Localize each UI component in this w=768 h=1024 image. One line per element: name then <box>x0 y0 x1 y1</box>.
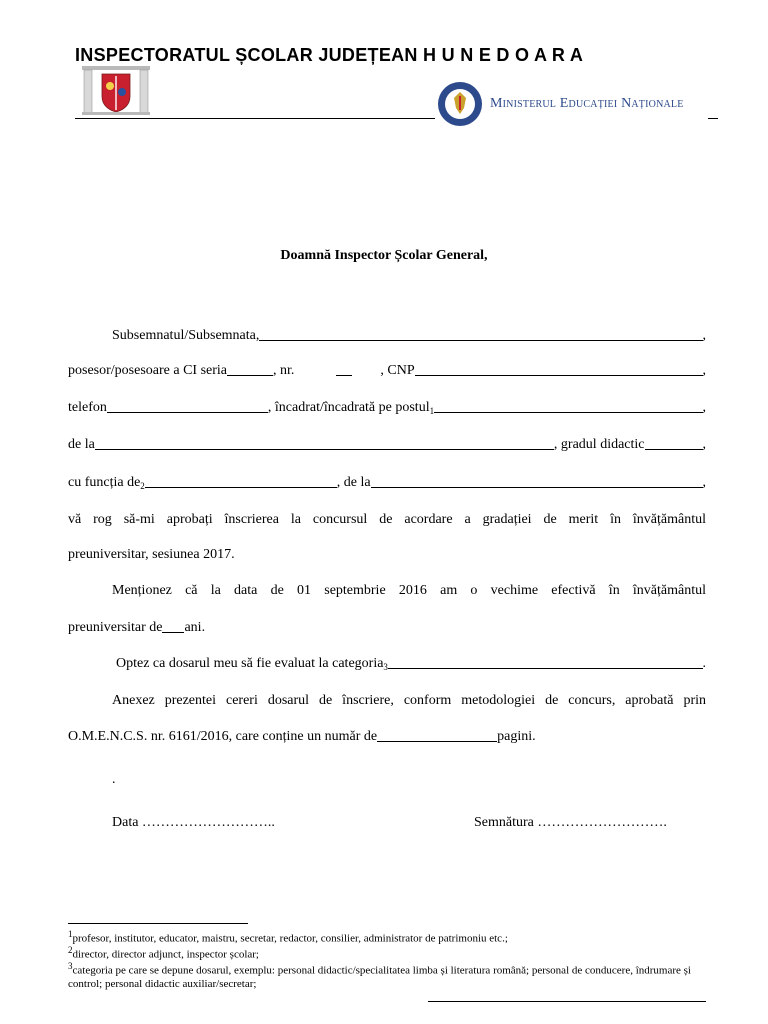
name-label: Subsemnatul/Subsemnata, <box>112 328 260 343</box>
signature-field[interactable]: Semnătura ………………………. <box>474 815 667 830</box>
government-seal-icon <box>436 80 484 128</box>
function-school-field[interactable] <box>371 486 703 488</box>
inspectorate-title: INSPECTORATUL ȘCOLAR JUDEȚEAN H U N E D O A R A <box>75 45 584 65</box>
id-series-field[interactable] <box>227 374 273 376</box>
footnote-3: $^3$categoria pe care se depune dosarul, exemplu: personal didactic/specialitatea limba și literatura română; personal de conducere, îndrumare și control; personal didactic auxiliar/secretar; <box>68 961 691 990</box>
ministry-name: Ministerul Educației Naționale <box>490 96 684 111</box>
function-field[interactable] <box>145 486 337 488</box>
degree-field[interactable] <box>645 448 703 450</box>
id-series-label: posesor/posesoare a CI seria <box>68 363 228 378</box>
request-paragraph: vă rog să-mi aprobați înscrierea la concursul de acordare a gradației de merit în învățământul <box>68 512 706 527</box>
cnp-field[interactable] <box>415 374 703 376</box>
header-rule-end <box>708 118 718 119</box>
stray-dot: . <box>112 772 116 787</box>
school-label: de la <box>68 437 95 452</box>
pages-count-field[interactable] <box>377 740 497 742</box>
id-number-label: , nr. <box>273 363 295 378</box>
school-field[interactable] <box>95 448 554 450</box>
category-label: Optez ca dosarul meu să fie evaluat la categoria <box>116 656 384 671</box>
annex-paragraph: Anexez prezentei cereri dosarul de înscriere, conform metodologiei de concurs, aprobată prin <box>112 693 706 708</box>
position-label: , încadrat/încadrată pe postul <box>267 400 430 415</box>
name-field[interactable] <box>259 339 702 341</box>
category-field[interactable] <box>388 667 703 669</box>
annex-line: O.M.E.N.C.S. nr. 6161/2016, care conține un număr de pagini. <box>68 729 536 744</box>
footnote-2: $^2$director, director adjunct, inspector școlar; <box>68 945 259 961</box>
seniority-paragraph: Menționez că la data de 01 septembrie 2016 am o vechime efectivă în învățământul <box>112 583 706 598</box>
form-line-function: cu funcția de $_2$ , de la , <box>68 475 706 491</box>
position-field[interactable] <box>434 411 702 413</box>
form-line-school: de la , gradul didactic , <box>68 437 706 452</box>
salutation-heading: Doamnă Inspector Școlar General, <box>280 248 488 263</box>
degree-label: , gradul didactic <box>553 437 645 452</box>
form-line-phone: telefon , încadrat/încadrată pe postul $_1$ , <box>68 400 706 416</box>
footnote-1: $^1$profesor, institutor, educator, maistru, secretar, redactor, consilier, administrator de patrimoniu etc.; <box>68 929 508 945</box>
form-line-name: Subsemnatul/Subsemnata, , <box>112 328 706 343</box>
header-rule <box>75 118 435 119</box>
cnp-label: , CNP <box>380 363 415 378</box>
id-number-field[interactable] <box>336 374 352 376</box>
phone-label: telefon <box>68 400 107 415</box>
seniority-years-field[interactable] <box>162 631 184 633</box>
phone-field[interactable] <box>107 411 268 413</box>
bottom-rule <box>428 1001 706 1002</box>
function-label: cu funcția de <box>68 475 141 490</box>
inspectorate-logo <box>80 62 152 116</box>
footnote-rule <box>68 923 248 924</box>
function-school-label: , de la <box>336 475 371 490</box>
date-field[interactable]: Data ……………………….. <box>112 815 275 830</box>
seniority-line: preuniversitar de ani. <box>68 620 206 635</box>
category-line: Optez ca dosarul meu să fie evaluat la categoria $_3$ . <box>116 656 706 672</box>
form-line-id: posesor/posesoare a CI seria , nr. , CNP , <box>68 363 706 378</box>
ministry-logo <box>436 80 684 128</box>
request-paragraph-end: preuniversitar, sesiunea 2017. <box>68 547 235 562</box>
